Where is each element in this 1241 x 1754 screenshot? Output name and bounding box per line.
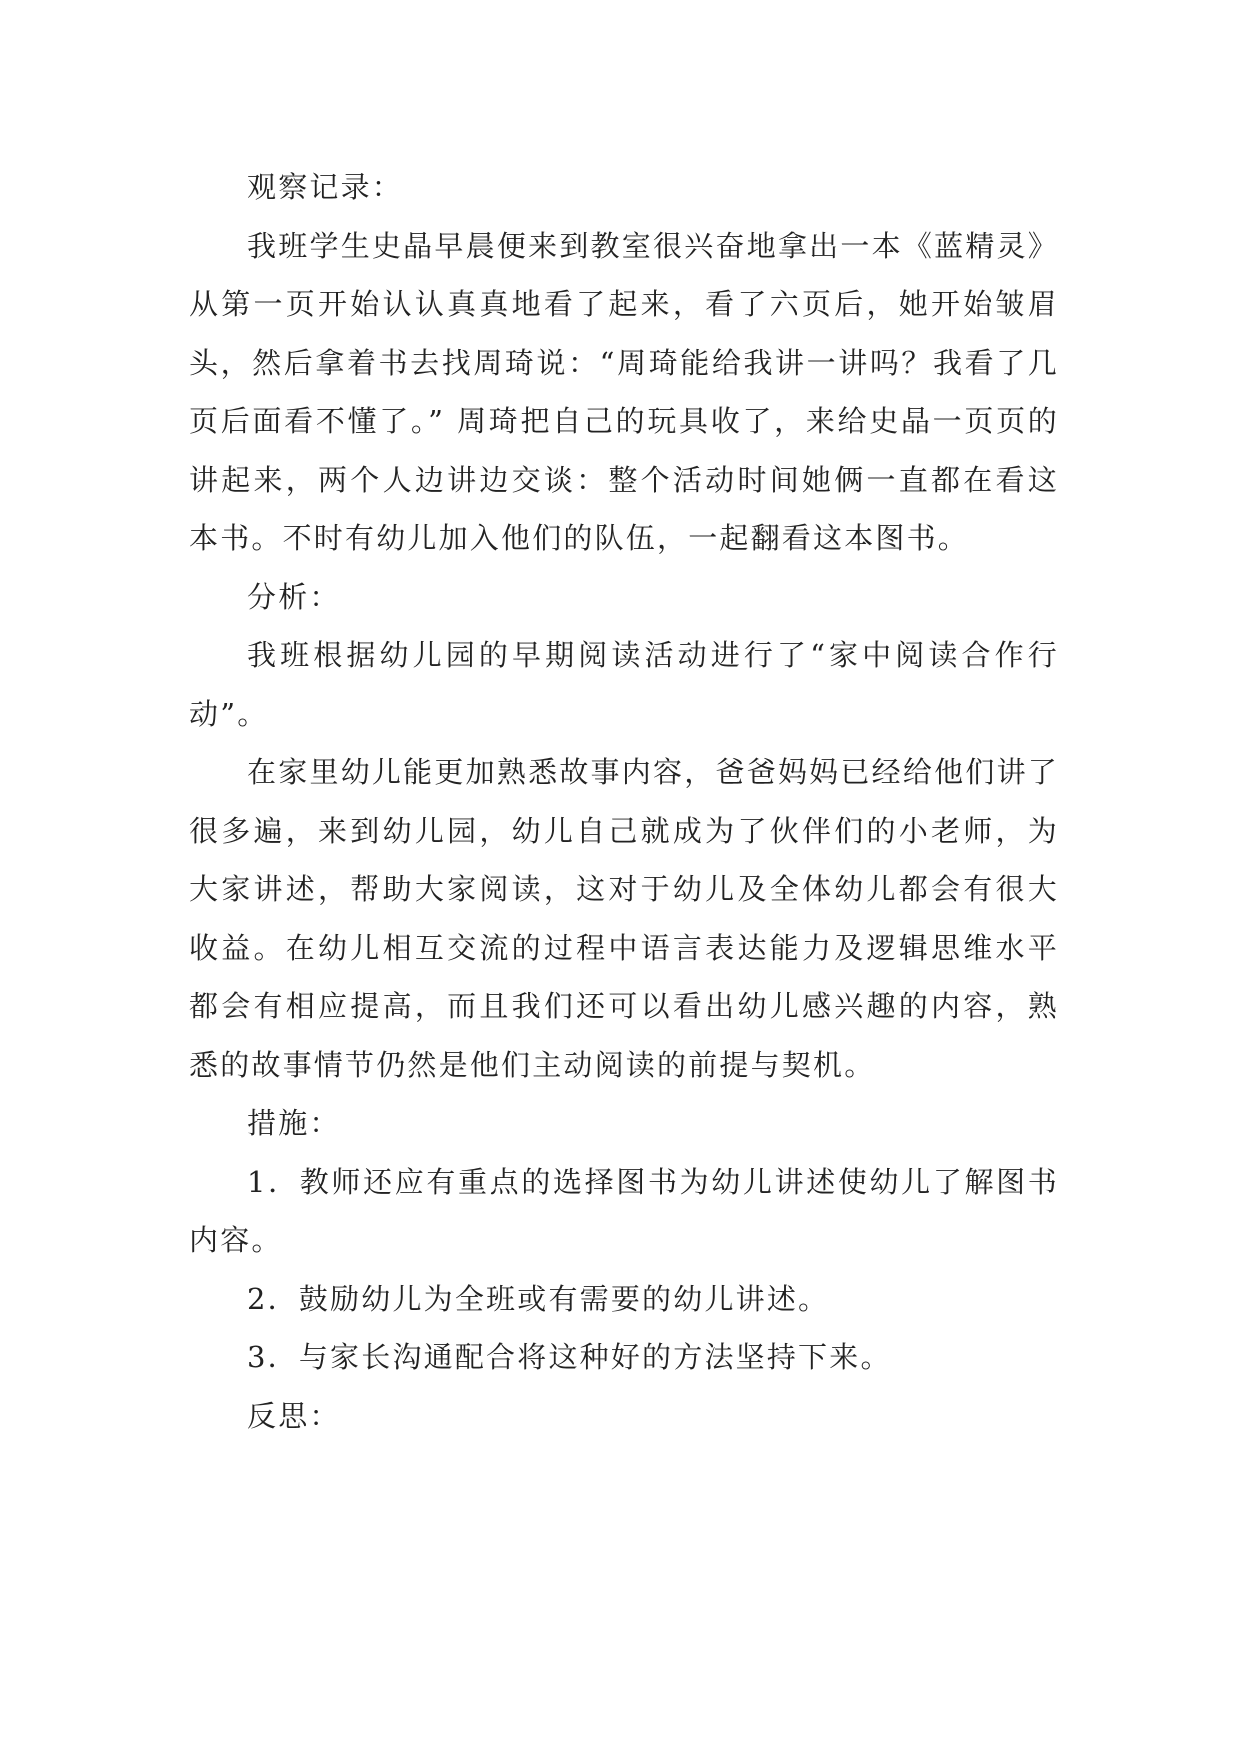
measure-item-1: 1．教师还应有重点的选择图书为幼儿讲述使幼儿了解图书内容。 [189,1164,1059,1257]
analysis-paragraph-2: 在家里幼儿能更加熟悉故事内容，爸爸妈妈已经给他们讲了很多遍，来到幼儿园，幼儿自己就成为了伙伴们的小老师，为大家讲述，帮助大家阅读，这对于幼儿及全体幼儿都会有很大收益。在幼儿相互交流的过程中语言表达能力及逻辑思维水平都会有相应提高，而且我们还可以看出幼儿感兴趣的内容，熟悉的故事情节仍然是他们主动阅读的前提与契机。 [189,755,1059,1082]
analysis-heading: 分析： [247,579,341,614]
measure-item-3: 3．与家长沟通配合将这种好的方法坚持下来。 [247,1340,892,1374]
observation-paragraph: 我班学生史晶早晨便来到教室很兴奋地拿出一本《蓝精灵》从第一页开始认认真真地看了起来，看了六页后，她开始皱眉头，然后拿着书去找周琦说：“周琦能给我讲一讲吗？我看了几页后面看不懂了。” 周琦把自己的玩具收了，来给史晶一页页的讲起来，两个人边讲边交谈：整个活动时间她俩一直都在看这本书。不时有幼儿加入他们的队伍，一起翻看这本图书。 [189,228,1059,555]
analysis-paragraph-1: 我班根据幼儿园的早期阅读活动进行了“家中阅读合作行动”。 [189,638,1059,731]
document-page [189,158,1059,1445]
measures-heading: 措施： [247,1106,341,1140]
observation-heading: 观察记录： [247,170,404,204]
measure-item-2: 2．鼓励幼儿为全班或有需要的幼儿讲述。 [247,1281,830,1316]
reflection-heading: 反思： [247,1398,341,1433]
